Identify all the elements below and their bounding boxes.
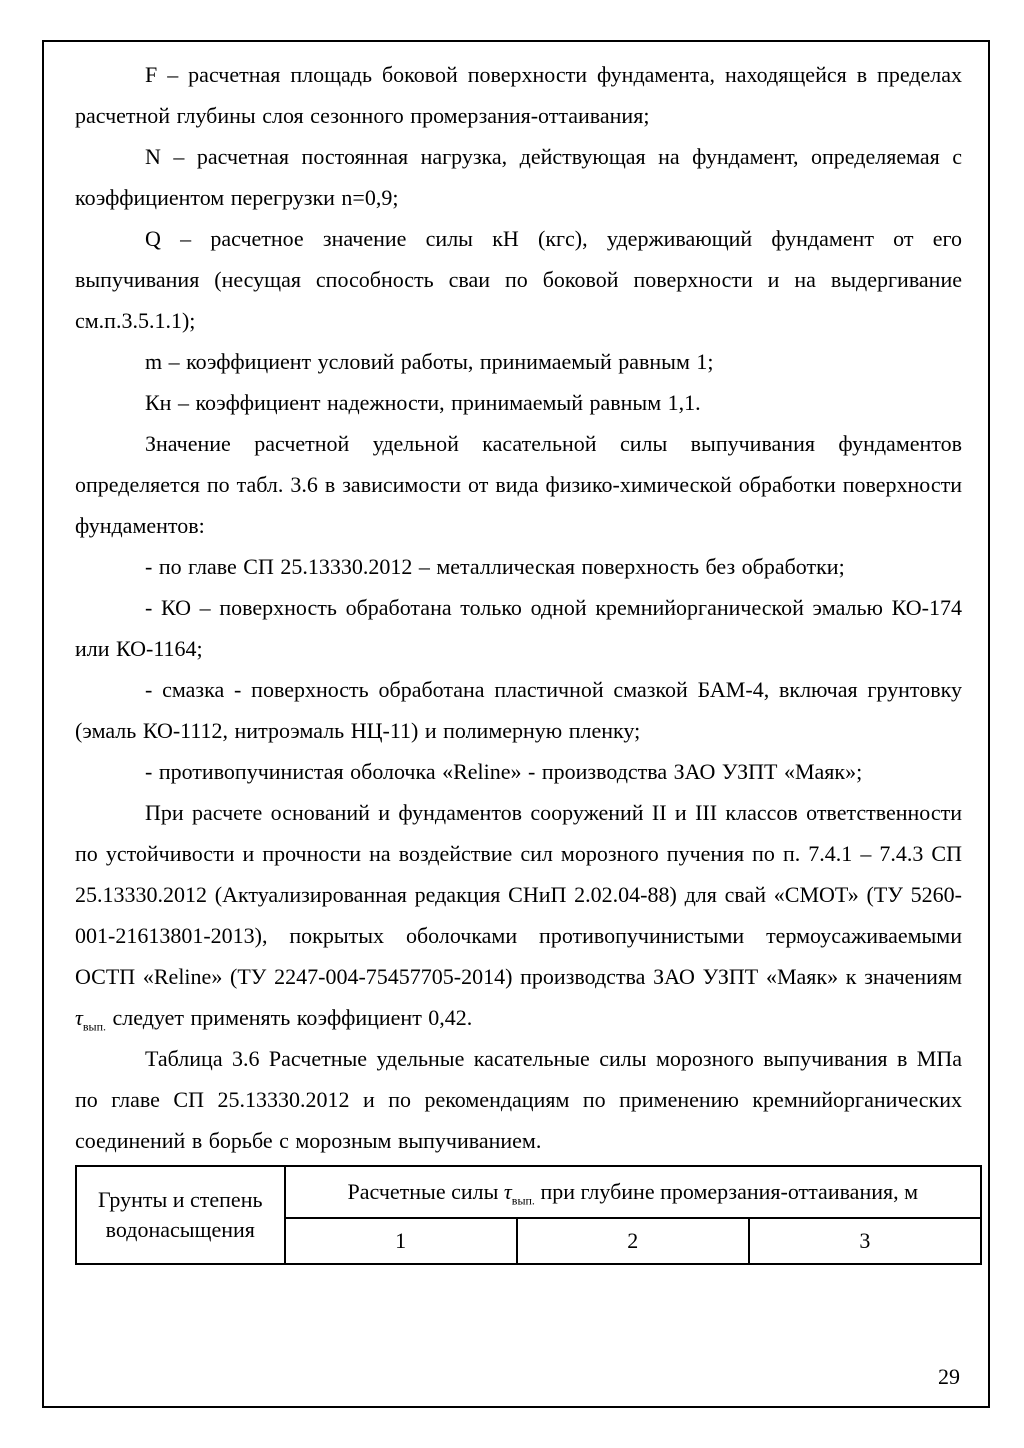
paragraph-kn-definition: Кн – коэффициент надежности, принимаемый равным 1,1. [145,390,701,415]
list-item-ko: - КО – поверхность обработана только одной кремнийорганической эмалью КО-174 или КО-1164; [75,595,962,661]
tau-symbol: τ [75,1005,83,1030]
table-tau-symbol: τ [503,1179,512,1204]
list-item-smazka: - смазка - поверхность обработана пластичной смазкой БАМ-4, включая грунтовку (эмаль КО-1112, нитроэмаль НЦ-11) и полимерную пленку; [75,677,962,743]
table-depth-cell-2: 2 [517,1218,749,1264]
paragraph-q-definition: Q – расчетное значение силы кН (кгс), удерживающий фундамент от его выпучивания (несущая способность сваи по боковой поверхности и на выдергивание см.п.3.5.1.1); [75,226,962,333]
page-number: 29 [938,1364,960,1389]
list-item-reline: - противопучинистая оболочка «Reline» - производства ЗАО УЗПТ «Маяк»; [145,759,863,784]
list-item-sp-chapter: - по главе СП 25.13330.2012 – металлическая поверхность без обработки; [145,554,845,579]
table-soil-header-cell [76,1166,285,1264]
paragraph-f-definition: F – расчетная площадь боковой поверхности фундамента, находящейся в пределах расчетной глубины слоя сезонного промерзания-оттаивания; [75,62,962,128]
paragraph-coefficient-text-after: следует применять коэффициент 0,42. [106,1005,473,1030]
table-forces-header-after: при глубине промерзания-оттаивания, м [534,1179,919,1204]
paragraph-coefficient [75,792,962,1038]
page-border-frame [42,40,990,1408]
table-header-row [76,1166,981,1218]
table-forces-header-cell [285,1166,981,1218]
table-depth-cell-3: 3 [749,1218,981,1264]
table-caption: Таблица 3.6 Расчетные удельные касательные силы морозного выпучивания в МПа по главе СП 25.13330.2012 и по рекомендациям по применению кремнийорганических соединений в борьбе с морозным выпучиванием. [75,1046,962,1153]
table-forces-header-before: Расчетные силы [347,1179,504,1204]
paragraph-n-definition: N – расчетная постоянная нагрузка, действующая на фундамент, определяемая с коэффициентом перегрузки n=0,9; [75,144,962,210]
tau-subscript: вып. [82,1019,107,1034]
paragraph-coefficient-text-before: При расчете оснований и фундаментов сооружений II и III классов ответственности по устойчивости и прочности на воздействие сил морозного пучения по п. 7.4.1 – 7.4.3 СП 25.13330.2012 (Актуализированная редакция СНиП 2.02.04-88) для свай «СМОТ» (ТУ 5260-001-21613801-2013), покрытых оболочками противопучинистыми термоусаживаемыми ОСТП «Reline» (ТУ 2247-004-75457705-2014) производства ЗАО УЗПТ «Маяк» к значениям [75,800,962,989]
table-depth-cell-1: 1 [285,1218,517,1264]
paragraph-table-reference: Значение расчетной удельной касательной силы выпучивания фундаментов определяется по табл. 3.6 в зависимости от вида физико-химической обработки поверхности фундаментов: [75,431,962,538]
paragraph-m-definition: m – коэффициент условий работы, принимаемый равным 1; [145,349,714,374]
table-tau-subscript: вып. [511,1193,535,1208]
table-3-6 [75,1165,982,1265]
table-soil-header-label: Грунты и степень водонасыщения [98,1187,263,1242]
